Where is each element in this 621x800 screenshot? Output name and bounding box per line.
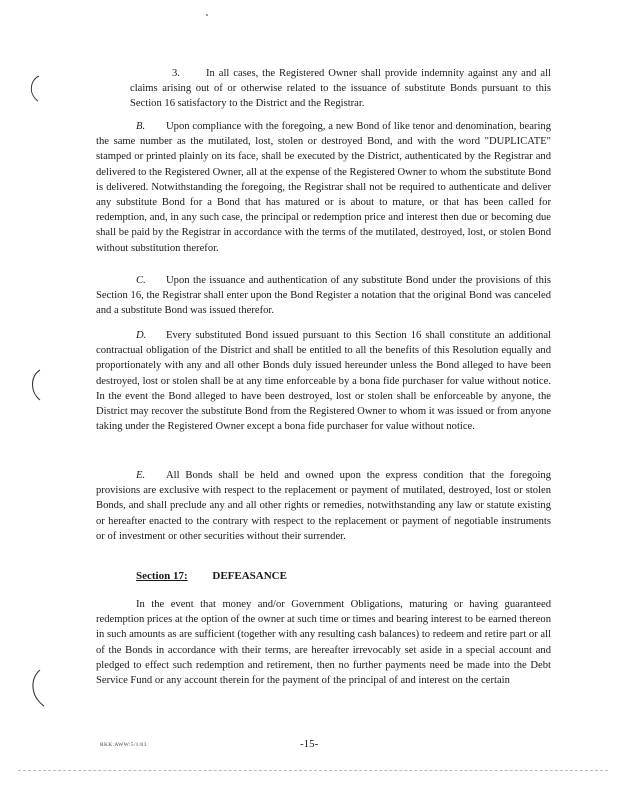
paragraph-e-label: E. [136, 470, 146, 481]
scan-dot [206, 14, 208, 16]
section-title: DEFEASANCE [212, 570, 287, 582]
paragraph-d-text: Every substituted Bond issued pursuant to this Section 16 shall constitute an additional contractual obligation of the District and shall be entitled to all the benefits of this Resolution equally and proportionately with any and all other Bonds duly issued hereunder unless the Bond alleged to have been destroyed, lost or stolen shall be at any time enforceable by a bona fide purchaser for value without notice. In the event the Bond alleged to have been destroyed, lost or stolen shall be enforceable by anyone, the District may recover the substitute Bond from the Registered Owner to whom it was issued or from anyone taking under the Registered Owner except a bona fide purchaser for value without notice. [96, 330, 551, 433]
punch-hole-mark-middle [26, 368, 46, 402]
punch-hole-mark-top [24, 74, 44, 104]
paragraph-b-text: Upon compliance with the foregoing, a new Bond of like tenor and denomination, bearing the same number as the mutilated, lost, stolen or destroyed Bond, and with the word "DUPLICATE" stamped or printed plainly on its face, shall be executed by the District, authenticated by the Registrar and delivered to the Registered Owner, all at the expense of the Registered Owner to whom the substitute Bond is delivered. Notwithstanding the foregoing, the Registrar shall not be required to authenticate and deliver any substitute Bond for a Bond that has matured or is about to mature, or that has been called for redemption, and, in any such case, the principal or redemption price and interest then due or becoming due shall be paid by the Registrar in accordance with the terms of the mutilated, destroyed, lost, or stolen Bond without substitution therefor. [96, 121, 551, 254]
defeasance-paragraph [96, 597, 551, 688]
section-heading [136, 570, 287, 582]
item-3-paragraph [130, 66, 551, 112]
paragraph-c-label: C. [136, 275, 146, 286]
item-3-text: In all cases, the Registered Owner shall provide indemnity against any and all claims arising out of or otherwise related to the issuance of substitute Bonds pursuant to this Section 16 satisfactory to the District and the Registrar. [130, 68, 551, 110]
scan-edge-line [18, 770, 608, 771]
paragraph-c [96, 273, 551, 319]
punch-hole-mark-bottom [26, 668, 48, 708]
paragraph-d [96, 328, 551, 434]
paragraph-e-text: All Bonds shall be held and owned upon the express condition that the foregoing provisions are exclusive with respect to the replacement or payment of mutilated, destroyed, lost or stolen Bonds, and shall preclude any and all other rights or remedies, notwithstanding any law or statute existing or hereafter enacted to the contrary with respect to the replacement or payment of negotiable instruments or of investment or other securities without their surrender. [96, 470, 551, 542]
paragraph-d-label: D. [136, 330, 147, 341]
item-3-number: 3. [172, 68, 180, 79]
paragraph-b-label: B. [136, 121, 146, 132]
defeasance-text: In the event that money and/or Government Obligations, maturing or having guaranteed redemption prices at the option of the owner at such time or times and bearing interest to be earned thereon in such amounts as are sufficient (together with any resulting cash balances) to redeem and retire part or all of the Bonds in accordance with their terms, are hereafter irrevocably set aside in a special account and pledged to effect such redemption and retirement, then no further payments need be made into the Debt Service Fund or any account therein for the payment of the principal of and interest on the certain [96, 599, 551, 687]
paragraph-e [96, 468, 551, 544]
paragraph-b [96, 119, 551, 256]
page-number: -15- [300, 738, 319, 750]
footer-document-code: RKK:AWW:5/1/03 [100, 742, 147, 748]
section-number: Section 17: [136, 570, 188, 582]
paragraph-c-text: Upon the issuance and authentication of any substitute Bond under the provisions of this Section 16, the Registrar shall enter upon the Bond Register a notation that the original Bond was canceled and a substitute Bond was issued therefor. [96, 275, 551, 317]
